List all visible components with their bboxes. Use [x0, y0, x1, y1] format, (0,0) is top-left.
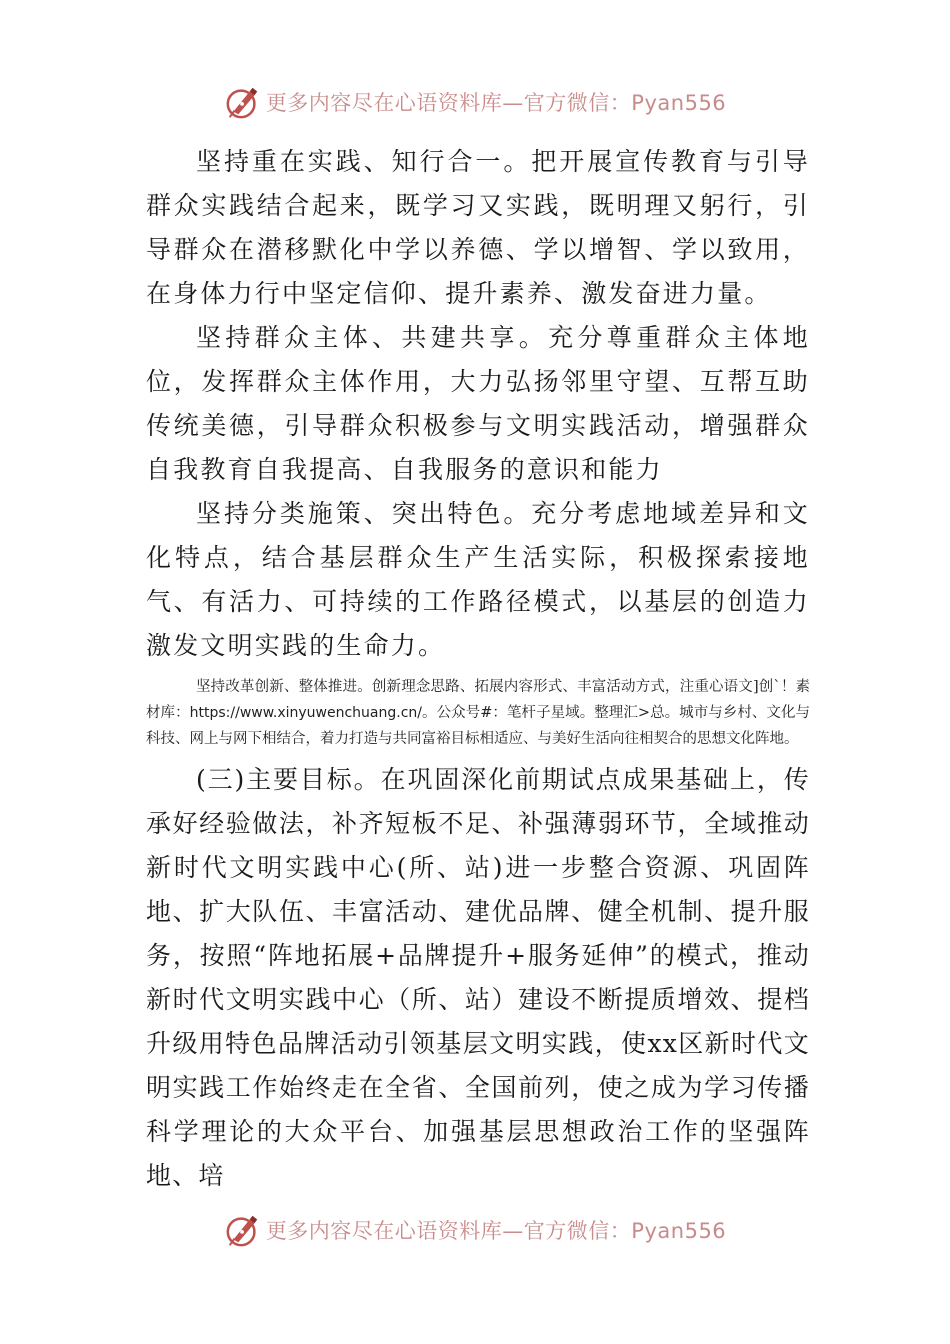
paragraph-classification: 坚持分类施策、突出特色。充分考虑地域差异和文化特点，结合基层群众生产生活实际，积极探索接地气、有活力、可持续的工作路径模式，以基层的创造力激发文明实践的生命力。 [146, 499, 810, 660]
reform-note-url: https://www.xinyuwenchuang.cn/ [189, 705, 423, 721]
paragraph-masses: 坚持群众主体、共建共享。充分尊重群众主体地位，发挥群众主体作用，大力弘扬邻里守望、互帮互助传统美德，引导群众积极参与文明实践活动，增强群众自我教育自我提高、自我服务的意识和能力 [146, 323, 810, 484]
header-banner-text: 更多内容尽在心语资料库—官方微信：Pyan556 [265, 91, 727, 115]
paragraph-reform-note [146, 674, 810, 752]
reform-note-text-b: 。公众号#：笔杆子星域。整理汇>总。城市与乡村、文化与科技、网上与网下相结合，着力打造与共同富裕目标相适应、与美好生活向往相契合的思想文化阵地。 [146, 705, 811, 747]
paragraph-main-goals: (三)主要目标。在巩固深化前期试点成果基础上，传承好经验做法，补齐短板不足、补强薄弱环节，全域推动新时代文明实践中心(所、站)进一步整合资源、巩固阵地、扩大队伍、丰富活动、建优品牌、健全机制、提升服务，按照“阵地拓展+品牌提升+服务延伸”的模式，推动新时代文明实践中心（所、站）建设不断提质增效、提档升级用特色品牌活动引领基层文明实践，使xx区新时代文明实践工作始终走在全省、全国前列，使之成为学习传播科学理论的大众平台、加强基层思想政治工作的坚强阵地、培 [146, 765, 810, 1190]
pen-nib-logo-icon [224, 83, 262, 121]
pen-nib-logo-icon [224, 1211, 262, 1249]
paragraph-practice: 坚持重在实践、知行合一。把开展宣传教育与引导群众实践结合起来，既学习又实践，既明理又躬行，引导群众在潜移默化中学以养德、学以增智、学以致用，在身体力行中坚定信仰、提升素养、激发奋进力量。 [146, 147, 810, 308]
header-banner [0, 80, 950, 124]
footer-banner [0, 1208, 950, 1252]
footer-banner-text: 更多内容尽在心语资料库—官方微信：Pyan556 [265, 1219, 727, 1243]
reform-note-text-a: 坚持改革创新、整体推进。创新理念思路、拓展内容形式、丰富活动方式，注重心语文]创`！素材库： [146, 679, 810, 721]
document-body [146, 140, 810, 1198]
